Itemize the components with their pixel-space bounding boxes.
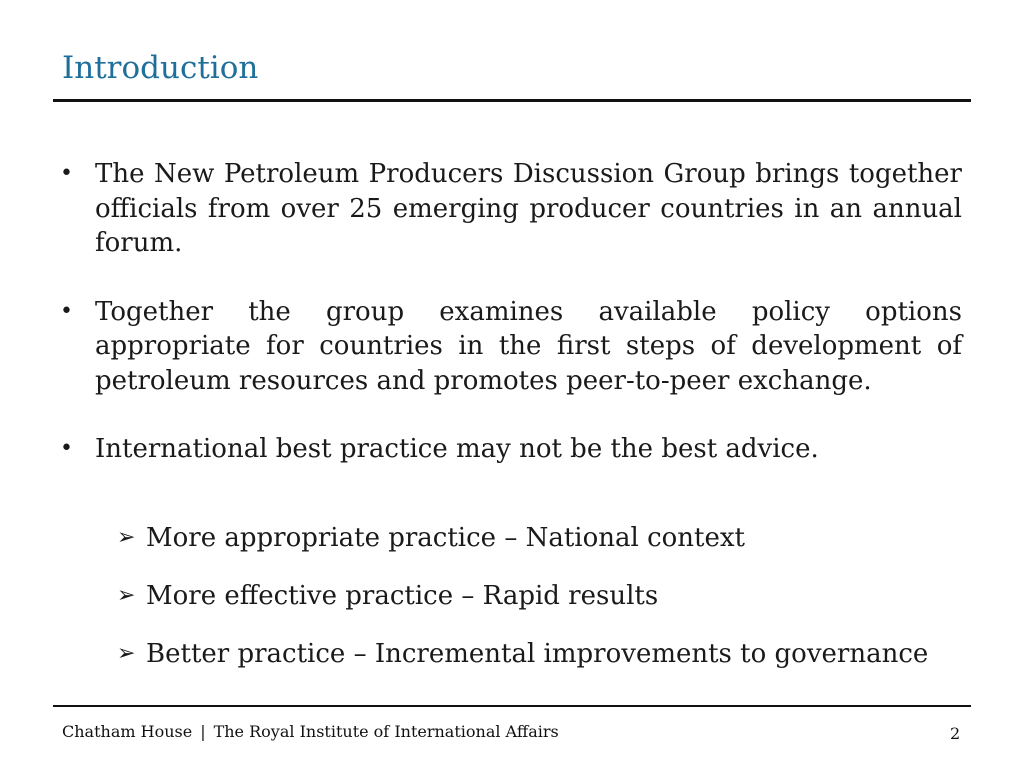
bullet-icon: • — [60, 298, 73, 324]
sub-bullet-list — [117, 520, 928, 694]
bullet-icon: • — [60, 436, 73, 461]
bullet-icon: • — [60, 161, 73, 186]
footer-subtitle: The Royal Institute of International Affairs — [213, 722, 559, 741]
sub-bullet-text: More effective practice – Rapid results — [146, 581, 659, 611]
page-number: 2 — [950, 724, 961, 743]
arrow-bullet-icon: ➢ — [117, 583, 136, 608]
footer-organization: Chatham House — [62, 722, 193, 741]
arrow-bullet-icon: ➢ — [117, 525, 136, 550]
sub-bullet-item — [117, 636, 928, 694]
title-divider — [53, 99, 971, 102]
bullet-list — [58, 157, 962, 467]
sub-bullet-text: More appropriate practice – National context — [146, 523, 745, 553]
sub-bullet-text: Better practice – Incremental improvements to governance — [146, 639, 929, 669]
bullet-item — [58, 432, 962, 467]
bullet-text: The New Petroleum Producers Discussion Group brings together officials from over 25 emerging producer countries in an annual forum. — [95, 159, 962, 258]
footer — [62, 722, 559, 741]
bullet-text: Together the group examines available policy options appropriate for countries in the first steps of development of petroleum resources and promotes peer-to-peer exchange. — [95, 296, 962, 396]
arrow-bullet-icon: ➢ — [117, 641, 136, 666]
footer-separator: | — [200, 722, 206, 741]
slide-title: Introduction — [62, 50, 259, 86]
bullet-item — [58, 295, 962, 399]
footer-divider — [53, 705, 971, 707]
bullet-text: International best practice may not be the best advice. — [95, 434, 819, 464]
bullet-item — [58, 157, 962, 261]
sub-bullet-item — [117, 578, 928, 636]
sub-bullet-item — [117, 520, 928, 578]
